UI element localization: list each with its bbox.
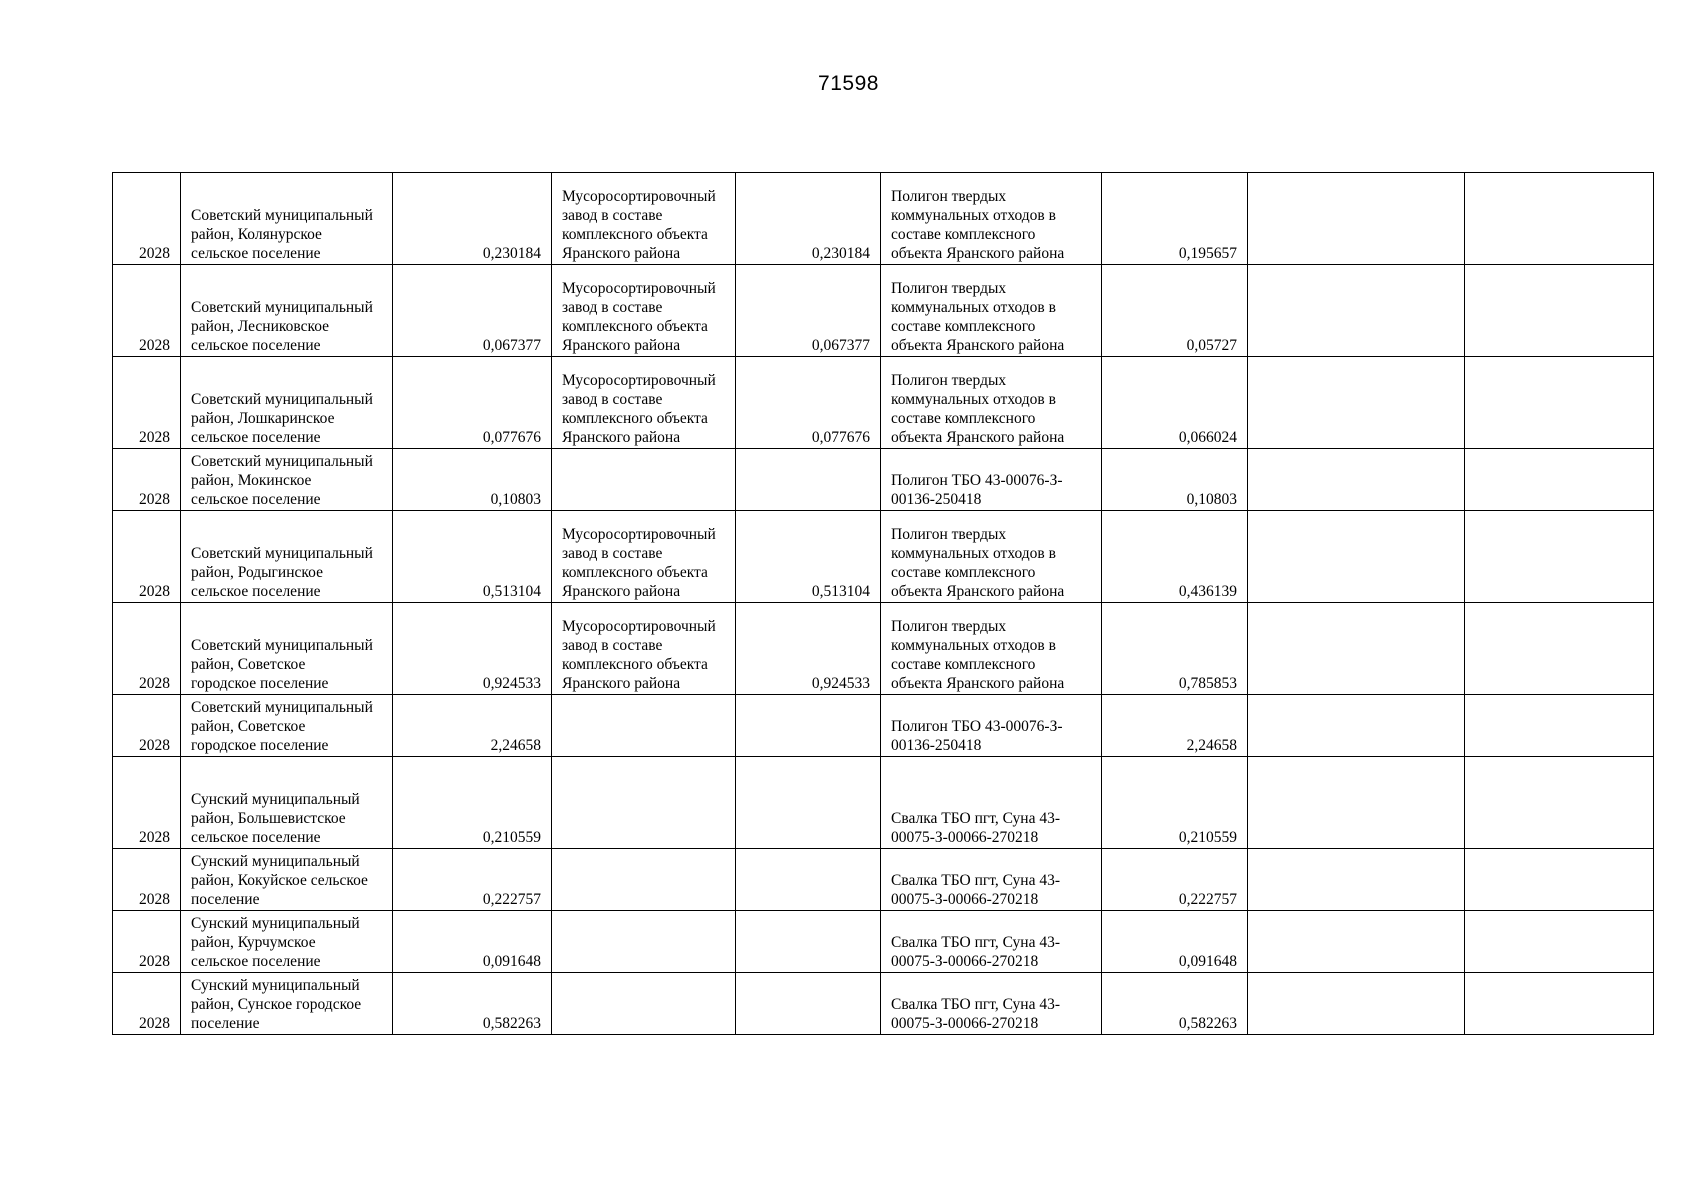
extra-cell-1 xyxy=(1248,911,1465,973)
table-row xyxy=(113,449,1654,511)
processing-facility-cell xyxy=(552,973,736,1035)
table-row xyxy=(113,911,1654,973)
extra-cell-2 xyxy=(1465,173,1654,265)
processing-facility-cell xyxy=(552,757,736,849)
processing-facility-cell: Мусоросортировочный завод в составе комплексного объекта Яранского района xyxy=(552,265,736,357)
extra-cell-1 xyxy=(1248,973,1465,1035)
year-cell: 2028 xyxy=(113,511,181,603)
processing-volume-cell: 0,924533 xyxy=(736,603,881,695)
year-cell: 2028 xyxy=(113,357,181,449)
year-cell: 2028 xyxy=(113,603,181,695)
volume-cell: 0,091648 xyxy=(393,911,552,973)
year-cell: 2028 xyxy=(113,911,181,973)
table-row xyxy=(113,849,1654,911)
extra-cell-2 xyxy=(1465,511,1654,603)
volume-cell: 0,210559 xyxy=(393,757,552,849)
municipality-cell: Советский муниципальный район, Советское городское поселение xyxy=(181,603,393,695)
processing-volume-cell: 0,230184 xyxy=(736,173,881,265)
municipality-cell: Сунский муниципальный район, Сунское городское поселение xyxy=(181,973,393,1035)
processing-volume-cell xyxy=(736,757,881,849)
disposal-volume-cell: 0,05727 xyxy=(1102,265,1248,357)
extra-cell-1 xyxy=(1248,849,1465,911)
waste-flow-table xyxy=(112,172,1654,1035)
disposal-facility-cell: Полигон твердых коммунальных отходов в составе комплексного объекта Яранского района xyxy=(881,265,1102,357)
disposal-volume-cell: 0,436139 xyxy=(1102,511,1248,603)
extra-cell-2 xyxy=(1465,973,1654,1035)
year-cell: 2028 xyxy=(113,265,181,357)
processing-facility-cell xyxy=(552,695,736,757)
processing-volume-cell xyxy=(736,911,881,973)
disposal-volume-cell: 0,195657 xyxy=(1102,173,1248,265)
extra-cell-2 xyxy=(1465,695,1654,757)
year-cell: 2028 xyxy=(113,173,181,265)
disposal-facility-cell: Свалка ТБО пгт, Суна 43- 00075-З-00066-270218 xyxy=(881,911,1102,973)
table-row xyxy=(113,757,1654,849)
disposal-volume-cell: 0,785853 xyxy=(1102,603,1248,695)
disposal-facility-cell: Полигон твердых коммунальных отходов в составе комплексного объекта Яранского района xyxy=(881,357,1102,449)
volume-cell: 0,10803 xyxy=(393,449,552,511)
processing-volume-cell xyxy=(736,449,881,511)
processing-facility-cell xyxy=(552,849,736,911)
municipality-cell: Советский муниципальный район, Советское городское поселение xyxy=(181,695,393,757)
processing-facility-cell: Мусоросортировочный завод в составе комплексного объекта Яранского района xyxy=(552,357,736,449)
table-row xyxy=(113,265,1654,357)
volume-cell: 0,230184 xyxy=(393,173,552,265)
processing-volume-cell xyxy=(736,849,881,911)
disposal-facility-cell: Полигон ТБО 43-00076-З- 00136-250418 xyxy=(881,449,1102,511)
volume-cell: 0,077676 xyxy=(393,357,552,449)
disposal-facility-cell: Полигон ТБО 43-00076-З- 00136-250418 xyxy=(881,695,1102,757)
table-row xyxy=(113,173,1654,265)
extra-cell-1 xyxy=(1248,449,1465,511)
disposal-facility-cell: Свалка ТБО пгт, Суна 43- 00075-З-00066-270218 xyxy=(881,973,1102,1035)
processing-volume-cell: 0,067377 xyxy=(736,265,881,357)
processing-facility-cell: Мусоросортировочный завод в составе комплексного объекта Яранского района xyxy=(552,511,736,603)
processing-facility-cell: Мусоросортировочный завод в составе комплексного объекта Яранского района xyxy=(552,173,736,265)
extra-cell-1 xyxy=(1248,695,1465,757)
disposal-facility-cell: Полигон твердых коммунальных отходов в составе комплексного объекта Яранского района xyxy=(881,173,1102,265)
volume-cell: 0,513104 xyxy=(393,511,552,603)
disposal-volume-cell: 0,10803 xyxy=(1102,449,1248,511)
extra-cell-1 xyxy=(1248,173,1465,265)
page-number: 71598 xyxy=(818,72,879,95)
table-row xyxy=(113,973,1654,1035)
table-row xyxy=(113,511,1654,603)
extra-cell-2 xyxy=(1465,849,1654,911)
municipality-cell: Сунский муниципальный район, Курчумское сельское поселение xyxy=(181,911,393,973)
disposal-volume-cell: 0,222757 xyxy=(1102,849,1248,911)
extra-cell-1 xyxy=(1248,603,1465,695)
municipality-cell: Советский муниципальный район, Лесниковское сельское поселение xyxy=(181,265,393,357)
extra-cell-1 xyxy=(1248,511,1465,603)
extra-cell-1 xyxy=(1248,265,1465,357)
table-row xyxy=(113,357,1654,449)
disposal-volume-cell: 0,210559 xyxy=(1102,757,1248,849)
disposal-facility-cell: Свалка ТБО пгт, Суна 43- 00075-З-00066-270218 xyxy=(881,849,1102,911)
disposal-facility-cell: Полигон твердых коммунальных отходов в составе комплексного объекта Яранского района xyxy=(881,511,1102,603)
extra-cell-2 xyxy=(1465,265,1654,357)
volume-cell: 0,924533 xyxy=(393,603,552,695)
extra-cell-2 xyxy=(1465,603,1654,695)
extra-cell-1 xyxy=(1248,357,1465,449)
municipality-cell: Сунский муниципальный район, Большевистское сельское поселение xyxy=(181,757,393,849)
processing-facility-cell xyxy=(552,911,736,973)
disposal-volume-cell: 2,24658 xyxy=(1102,695,1248,757)
processing-facility-cell: Мусоросортировочный завод в составе комплексного объекта Яранского района xyxy=(552,603,736,695)
extra-cell-2 xyxy=(1465,757,1654,849)
volume-cell: 2,24658 xyxy=(393,695,552,757)
volume-cell: 0,067377 xyxy=(393,265,552,357)
municipality-cell: Советский муниципальный район, Лошкаринское сельское поселение xyxy=(181,357,393,449)
extra-cell-2 xyxy=(1465,357,1654,449)
disposal-facility-cell: Полигон твердых коммунальных отходов в составе комплексного объекта Яранского района xyxy=(881,603,1102,695)
processing-volume-cell xyxy=(736,695,881,757)
municipality-cell: Советский муниципальный район, Колянурское сельское поселение xyxy=(181,173,393,265)
year-cell: 2028 xyxy=(113,449,181,511)
processing-volume-cell xyxy=(736,973,881,1035)
extra-cell-1 xyxy=(1248,757,1465,849)
extra-cell-2 xyxy=(1465,911,1654,973)
disposal-volume-cell: 0,091648 xyxy=(1102,911,1248,973)
table-body xyxy=(113,173,1654,1035)
year-cell: 2028 xyxy=(113,757,181,849)
table-row xyxy=(113,695,1654,757)
year-cell: 2028 xyxy=(113,695,181,757)
year-cell: 2028 xyxy=(113,849,181,911)
table-row xyxy=(113,603,1654,695)
year-cell: 2028 xyxy=(113,973,181,1035)
municipality-cell: Советский муниципальный район, Мокинское сельское поселение xyxy=(181,449,393,511)
extra-cell-2 xyxy=(1465,449,1654,511)
disposal-volume-cell: 0,066024 xyxy=(1102,357,1248,449)
processing-volume-cell: 0,077676 xyxy=(736,357,881,449)
disposal-volume-cell: 0,582263 xyxy=(1102,973,1248,1035)
volume-cell: 0,582263 xyxy=(393,973,552,1035)
municipality-cell: Советский муниципальный район, Родыгинское сельское поселение xyxy=(181,511,393,603)
processing-facility-cell xyxy=(552,449,736,511)
processing-volume-cell: 0,513104 xyxy=(736,511,881,603)
municipality-cell: Сунский муниципальный район, Кокуйское сельское поселение xyxy=(181,849,393,911)
volume-cell: 0,222757 xyxy=(393,849,552,911)
disposal-facility-cell: Свалка ТБО пгт, Суна 43- 00075-З-00066-270218 xyxy=(881,757,1102,849)
